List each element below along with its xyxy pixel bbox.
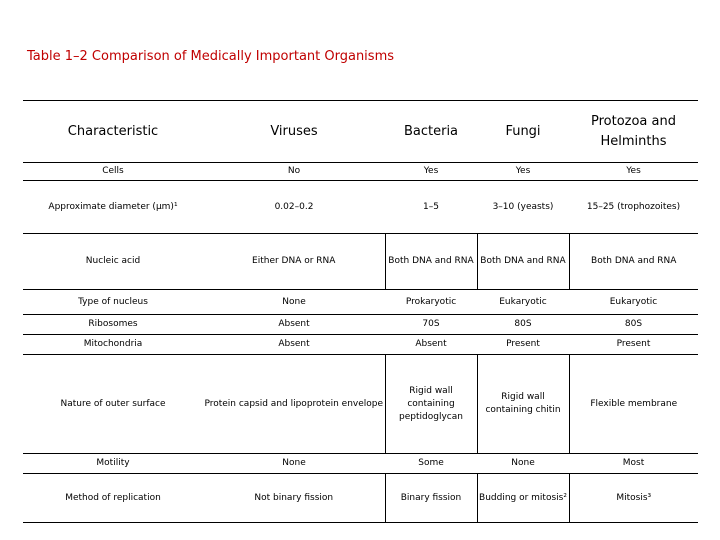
header-row <box>23 101 698 163</box>
cell-fungi: 80S <box>477 315 569 335</box>
table-row <box>23 454 698 474</box>
cell-characteristic: Mitochondria <box>23 335 203 355</box>
cell-viruses: None <box>203 290 385 315</box>
table-row <box>23 474 698 523</box>
cell-characteristic: Type of nucleus <box>23 290 203 315</box>
cell-protozoa-helminths: Eukaryotic <box>569 290 698 315</box>
cell-fungi: Both DNA and RNA <box>477 234 569 290</box>
cell-protozoa-helminths: Most <box>569 454 698 474</box>
cell-fungi: Eukaryotic <box>477 290 569 315</box>
cell-bacteria: Yes <box>385 163 477 181</box>
cell-protozoa-helminths: 80S <box>569 315 698 335</box>
cell-protozoa-helminths: Mitosis³ <box>569 474 698 523</box>
table-row <box>23 315 698 335</box>
cell-characteristic: Method of replication <box>23 474 203 523</box>
cell-characteristic: Nucleic acid <box>23 234 203 290</box>
cell-viruses: Either DNA or RNA <box>203 234 385 290</box>
cell-viruses: 0.02–0.2 <box>203 181 385 234</box>
cell-viruses: Protein capsid and lipoprotein envelope <box>203 355 385 454</box>
cell-protozoa-helminths: Yes <box>569 163 698 181</box>
cell-characteristic: Ribosomes <box>23 315 203 335</box>
cell-fungi: Rigid wall containing chitin <box>477 355 569 454</box>
cell-characteristic: Approximate diameter (μm)¹ <box>23 181 203 234</box>
cell-bacteria: 1–5 <box>385 181 477 234</box>
cell-fungi: Yes <box>477 163 569 181</box>
cell-protozoa-helminths: 15–25 (trophozoites) <box>569 181 698 234</box>
cell-characteristic: Motility <box>23 454 203 474</box>
cell-viruses: Absent <box>203 315 385 335</box>
cell-viruses: None <box>203 454 385 474</box>
cell-viruses: Not binary fission <box>203 474 385 523</box>
cell-protozoa-helminths: Present <box>569 335 698 355</box>
table-row <box>23 181 698 234</box>
table-row <box>23 163 698 181</box>
cell-bacteria: Prokaryotic <box>385 290 477 315</box>
table-row <box>23 355 698 454</box>
table-row <box>23 290 698 315</box>
table-title: Table 1–2 Comparison of Medically Important Organisms <box>27 49 395 64</box>
column-header-fungi: Fungi <box>477 101 569 163</box>
cell-fungi: Budding or mitosis² <box>477 474 569 523</box>
column-header-characteristic: Characteristic <box>23 101 203 163</box>
cell-bacteria: Absent <box>385 335 477 355</box>
cell-bacteria: Binary fission <box>385 474 477 523</box>
cell-bacteria: Some <box>385 454 477 474</box>
table-row <box>23 234 698 290</box>
column-header-bacteria: Bacteria <box>385 101 477 163</box>
cell-bacteria: Rigid wall containing peptidoglycan <box>385 355 477 454</box>
cell-protozoa-helminths: Flexible membrane <box>569 355 698 454</box>
table-row <box>23 335 698 355</box>
cell-bacteria: 70S <box>385 315 477 335</box>
cell-fungi: None <box>477 454 569 474</box>
comparison-table <box>23 100 698 523</box>
column-header-viruses: Viruses <box>203 101 385 163</box>
cell-fungi: Present <box>477 335 569 355</box>
column-header-protozoa-helminths: Protozoa and Helminths <box>569 101 698 163</box>
cell-protozoa-helminths: Both DNA and RNA <box>569 234 698 290</box>
cell-characteristic: Nature of outer surface <box>23 355 203 454</box>
cell-bacteria: Both DNA and RNA <box>385 234 477 290</box>
cell-characteristic: Cells <box>23 163 203 181</box>
cell-viruses: Absent <box>203 335 385 355</box>
cell-fungi: 3–10 (yeasts) <box>477 181 569 234</box>
cell-viruses: No <box>203 163 385 181</box>
